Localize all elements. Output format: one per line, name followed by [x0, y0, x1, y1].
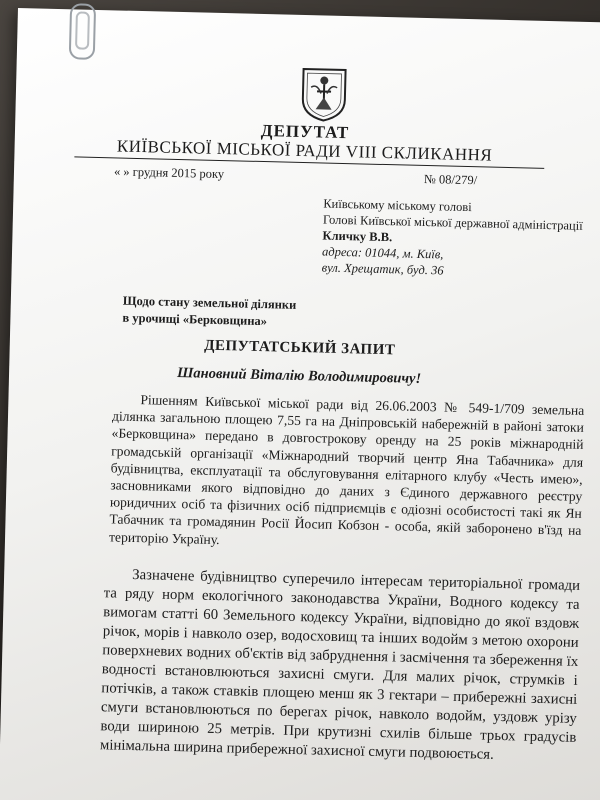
addressee-line-1: Київському міському голові: [323, 196, 472, 215]
body-paragraph-2: [100, 565, 581, 767]
addressee-block: [322, 196, 584, 282]
document-number: № 08/279/: [423, 171, 478, 188]
body-paragraph-1: [109, 390, 585, 556]
header-subtitle: КИЇВСЬКОЇ МІСЬКОЇ РАДИ VIII СКЛИКАННЯ: [116, 136, 493, 165]
header-title: ДЕПУТАТ: [260, 120, 350, 143]
document-date: « » грудня 2015 року: [113, 164, 225, 182]
paragraph-1-text: Рішенням Київської міської ради від 26.06.2003 № 549-1/709 земельна ділянка загальною площею 7,55 га на Дніпровській набережній в районі затоки «Берковщина» передано в довгострокову оренду на 25 років міжнародній громадській організації «Міжнародний творчий центр Яна Табачника» для будівництва, експлуатації та обслуговування елітарного клубу «Честь имею», засновниками якого відповідно до даних з Єдиного державного реєстру юридичних осіб та фізичних осіб підприємців є одіозні особистості такі як Ян Табачник та громадянин Росії Йосип Кобзон - особа, якій заборонено в'їзд на територію Україну.: [108, 392, 585, 547]
paper-clip: [69, 3, 96, 60]
subject-block: [122, 293, 296, 331]
paragraph-2-text: Зазначене будівництво суперечило інтересам територіальної громади та ряду норм екологічного законодавства України, Водного кодексу та вимогам статті 60 Земельного кодексу України, відповідно до якої вздовж річок, морів і навколо озер, водосховищ та інших водойм з метою охорони поверхневих водних об'єктів від забруднення і засмічення та збереження їх водності встановлюються захисні смуги. Для малих річок, струмків і потічків, а також ставків площею менш як 3 гектари – прибережні захисні смуги встановлюються по берегах річок, навколо водойм, уздовж урізу води шириною 25 метрів. При крутизні схилів більше трьох градусів мінімальна ширина прибережної захисної смуги подвоюється.: [99, 566, 581, 763]
addressee-name: Кличку В.В.: [322, 228, 393, 245]
kyiv-coat-of-arms-icon: [298, 65, 349, 122]
document-title: ДЕПУТАТСЬКИЙ ЗАПИТ: [204, 337, 396, 359]
addressee-address-2: вул. Хрещатик, буд. 36: [321, 260, 444, 278]
addressee-line-2: Голові Київської міської державної адміністрації: [322, 212, 583, 233]
subject-line-2: в урочищі «Берковщина»: [122, 310, 268, 329]
document-page: [0, 8, 600, 800]
addressee-address-1: адреса: 01044, м. Київ,: [321, 244, 444, 262]
salutation: Шановний Віталію Володимировичу!: [176, 364, 422, 387]
subject-line-1: Щодо стану земельної ділянки: [122, 293, 297, 312]
